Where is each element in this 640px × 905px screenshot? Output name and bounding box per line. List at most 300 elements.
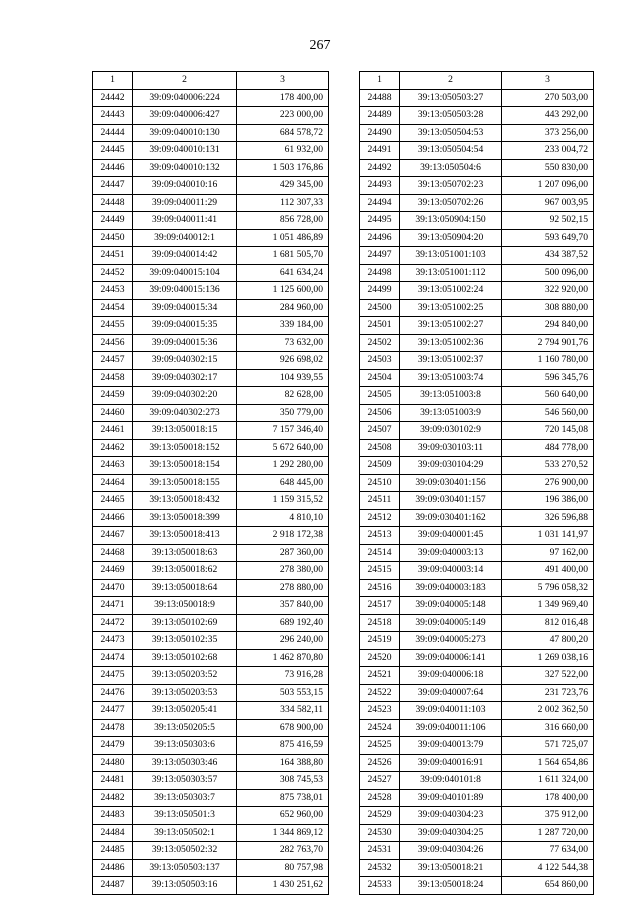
row-number: 24454 bbox=[93, 299, 133, 317]
cadastral-number: 39:13:050503:16 bbox=[133, 877, 237, 895]
value: 491 400,00 bbox=[502, 562, 594, 580]
table-row bbox=[93, 177, 329, 195]
table-row bbox=[93, 579, 329, 597]
cadastral-number: 39:09:040010:130 bbox=[133, 124, 237, 142]
cadastral-number: 39:09:040013:79 bbox=[400, 737, 502, 755]
value: 560 640,00 bbox=[502, 387, 594, 405]
cadastral-number: 39:09:040010:131 bbox=[133, 142, 237, 160]
table-row bbox=[360, 247, 594, 265]
table-row bbox=[360, 387, 594, 405]
value: 375 912,00 bbox=[502, 807, 594, 825]
table-row bbox=[360, 737, 594, 755]
value: 287 360,00 bbox=[237, 544, 329, 562]
row-number: 24494 bbox=[360, 194, 400, 212]
row-number: 24522 bbox=[360, 684, 400, 702]
row-number: 24523 bbox=[360, 702, 400, 720]
cadastral-number: 39:09:040304:26 bbox=[400, 842, 502, 860]
row-number: 24448 bbox=[93, 194, 133, 212]
value: 1 349 969,40 bbox=[502, 597, 594, 615]
value: 648 445,00 bbox=[237, 474, 329, 492]
table-row bbox=[93, 229, 329, 247]
row-number: 24446 bbox=[93, 159, 133, 177]
row-number: 24530 bbox=[360, 824, 400, 842]
cadastral-number: 39:09:040012:1 bbox=[133, 229, 237, 247]
table-row bbox=[360, 439, 594, 457]
cadastral-number: 39:09:040007:64 bbox=[400, 684, 502, 702]
value: 178 400,00 bbox=[237, 89, 329, 107]
cadastral-number: 39:13:051003:74 bbox=[400, 369, 502, 387]
table-row bbox=[360, 544, 594, 562]
value: 641 634,24 bbox=[237, 264, 329, 282]
table-row bbox=[93, 614, 329, 632]
cadastral-number: 39:13:050018:62 bbox=[133, 562, 237, 580]
cadastral-number: 39:13:050702:26 bbox=[400, 194, 502, 212]
column-header: 2 bbox=[133, 72, 237, 90]
row-number: 24457 bbox=[93, 352, 133, 370]
value: 322 920,00 bbox=[502, 282, 594, 300]
cadastral-number: 39:09:040010:16 bbox=[133, 177, 237, 195]
row-number: 24526 bbox=[360, 754, 400, 772]
table-row bbox=[93, 369, 329, 387]
cadastral-number: 39:09:040011:106 bbox=[400, 719, 502, 737]
value: 484 778,00 bbox=[502, 439, 594, 457]
row-number: 24460 bbox=[93, 404, 133, 422]
table-row bbox=[93, 282, 329, 300]
row-number: 24479 bbox=[93, 737, 133, 755]
table-row bbox=[360, 754, 594, 772]
table-row bbox=[360, 474, 594, 492]
table-row bbox=[93, 719, 329, 737]
column-header: 3 bbox=[237, 72, 329, 90]
cadastral-number: 39:13:050102:68 bbox=[133, 649, 237, 667]
value: 334 582,11 bbox=[237, 702, 329, 720]
table-row bbox=[360, 229, 594, 247]
row-number: 24465 bbox=[93, 492, 133, 510]
cadastral-number: 39:09:040304:25 bbox=[400, 824, 502, 842]
cadastral-number: 39:09:040302:17 bbox=[133, 369, 237, 387]
cadastral-number: 39:09:030102:9 bbox=[400, 422, 502, 440]
cadastral-number: 39:09:040302:273 bbox=[133, 404, 237, 422]
value: 2 918 172,38 bbox=[237, 527, 329, 545]
row-number: 24456 bbox=[93, 334, 133, 352]
row-number: 24507 bbox=[360, 422, 400, 440]
column-header: 2 bbox=[400, 72, 502, 90]
value: 80 757,98 bbox=[237, 859, 329, 877]
table-row bbox=[93, 562, 329, 580]
row-number: 24450 bbox=[93, 229, 133, 247]
table-row bbox=[93, 649, 329, 667]
table-row bbox=[93, 509, 329, 527]
value: 278 380,00 bbox=[237, 562, 329, 580]
value: 92 502,15 bbox=[502, 212, 594, 230]
value: 296 240,00 bbox=[237, 632, 329, 650]
cadastral-number: 39:13:050018:413 bbox=[133, 527, 237, 545]
table-row bbox=[360, 352, 594, 370]
row-number: 24466 bbox=[93, 509, 133, 527]
table-row bbox=[360, 877, 594, 895]
row-number: 24467 bbox=[93, 527, 133, 545]
row-number: 24459 bbox=[93, 387, 133, 405]
table-row bbox=[93, 597, 329, 615]
value: 875 738,01 bbox=[237, 789, 329, 807]
value: 104 939,55 bbox=[237, 369, 329, 387]
table-row bbox=[93, 107, 329, 125]
value: 652 960,00 bbox=[237, 807, 329, 825]
table-row bbox=[360, 212, 594, 230]
value: 112 307,33 bbox=[237, 194, 329, 212]
value: 503 553,15 bbox=[237, 684, 329, 702]
row-number: 24461 bbox=[93, 422, 133, 440]
row-number: 24452 bbox=[93, 264, 133, 282]
row-number: 24509 bbox=[360, 457, 400, 475]
table-row bbox=[360, 142, 594, 160]
value: 178 400,00 bbox=[502, 789, 594, 807]
table-row bbox=[360, 597, 594, 615]
value: 812 016,48 bbox=[502, 614, 594, 632]
value: 1 462 870,80 bbox=[237, 649, 329, 667]
table-row bbox=[93, 159, 329, 177]
cadastral-number: 39:13:050303:6 bbox=[133, 737, 237, 755]
cadastral-number: 39:09:040003:13 bbox=[400, 544, 502, 562]
cadastral-number: 39:13:050504:6 bbox=[400, 159, 502, 177]
cadastral-number: 39:09:040015:104 bbox=[133, 264, 237, 282]
value: 1 269 038,16 bbox=[502, 649, 594, 667]
value: 223 000,00 bbox=[237, 107, 329, 125]
row-number: 24480 bbox=[93, 754, 133, 772]
row-number: 24487 bbox=[93, 877, 133, 895]
row-number: 24531 bbox=[360, 842, 400, 860]
table-row bbox=[93, 492, 329, 510]
value: 1 503 176,86 bbox=[237, 159, 329, 177]
row-number: 24468 bbox=[93, 544, 133, 562]
value: 2 002 362,50 bbox=[502, 702, 594, 720]
value: 678 900,00 bbox=[237, 719, 329, 737]
table-row bbox=[93, 89, 329, 107]
table-row bbox=[360, 789, 594, 807]
value: 571 725,07 bbox=[502, 737, 594, 755]
table-row bbox=[360, 457, 594, 475]
cadastral-number: 39:13:051002:37 bbox=[400, 352, 502, 370]
page-number: 267 bbox=[309, 38, 331, 53]
table-row bbox=[93, 859, 329, 877]
row-number: 24442 bbox=[93, 89, 133, 107]
row-number: 24495 bbox=[360, 212, 400, 230]
value: 284 960,00 bbox=[237, 299, 329, 317]
cadastral-number: 39:13:051001:103 bbox=[400, 247, 502, 265]
value: 550 830,00 bbox=[502, 159, 594, 177]
row-number: 24513 bbox=[360, 527, 400, 545]
table-row bbox=[93, 439, 329, 457]
value: 164 388,80 bbox=[237, 754, 329, 772]
table-row bbox=[93, 194, 329, 212]
cadastral-number: 39:09:040011:29 bbox=[133, 194, 237, 212]
row-number: 24474 bbox=[93, 649, 133, 667]
table-row bbox=[360, 124, 594, 142]
row-number: 24475 bbox=[93, 667, 133, 685]
cadastral-number: 39:13:050018:9 bbox=[133, 597, 237, 615]
cadastral-number: 39:13:050203:52 bbox=[133, 667, 237, 685]
table-row bbox=[93, 789, 329, 807]
value: 73 632,00 bbox=[237, 334, 329, 352]
table-row bbox=[360, 702, 594, 720]
row-number: 24508 bbox=[360, 439, 400, 457]
value: 308 880,00 bbox=[502, 299, 594, 317]
row-number: 24519 bbox=[360, 632, 400, 650]
table-row bbox=[360, 404, 594, 422]
cadastral-number: 39:13:050018:63 bbox=[133, 544, 237, 562]
cadastral-number: 39:13:051003:8 bbox=[400, 387, 502, 405]
cadastral-number: 39:13:050018:432 bbox=[133, 492, 237, 510]
table-row bbox=[360, 317, 594, 335]
value: 1 051 486,89 bbox=[237, 229, 329, 247]
row-number: 24512 bbox=[360, 509, 400, 527]
cadastral-number: 39:09:040302:20 bbox=[133, 387, 237, 405]
row-number: 24491 bbox=[360, 142, 400, 160]
left-table bbox=[92, 71, 329, 895]
table-row bbox=[360, 859, 594, 877]
cadastral-number: 39:09:040003:14 bbox=[400, 562, 502, 580]
row-number: 24458 bbox=[93, 369, 133, 387]
row-number: 24464 bbox=[93, 474, 133, 492]
table-row bbox=[93, 684, 329, 702]
cadastral-number: 39:09:030401:162 bbox=[400, 509, 502, 527]
row-number: 24445 bbox=[93, 142, 133, 160]
row-number: 24514 bbox=[360, 544, 400, 562]
table-row bbox=[93, 737, 329, 755]
table-row bbox=[93, 212, 329, 230]
table-row bbox=[360, 684, 594, 702]
column-header: 1 bbox=[93, 72, 133, 90]
cadastral-number: 39:13:050018:21 bbox=[400, 859, 502, 877]
table-row bbox=[93, 422, 329, 440]
value: 443 292,00 bbox=[502, 107, 594, 125]
row-number: 24499 bbox=[360, 282, 400, 300]
cadastral-number: 39:09:040006:141 bbox=[400, 649, 502, 667]
table-row bbox=[93, 772, 329, 790]
table-row bbox=[360, 842, 594, 860]
cadastral-number: 39:13:050303:57 bbox=[133, 772, 237, 790]
value: 97 162,00 bbox=[502, 544, 594, 562]
row-number: 24504 bbox=[360, 369, 400, 387]
row-number: 24453 bbox=[93, 282, 133, 300]
value: 73 916,28 bbox=[237, 667, 329, 685]
cadastral-number: 39:09:040005:148 bbox=[400, 597, 502, 615]
table-row bbox=[93, 299, 329, 317]
cadastral-number: 39:13:050702:23 bbox=[400, 177, 502, 195]
table-row bbox=[93, 352, 329, 370]
table-row bbox=[360, 177, 594, 195]
value: 1 287 720,00 bbox=[502, 824, 594, 842]
cadastral-number: 39:13:050502:32 bbox=[133, 842, 237, 860]
cadastral-number: 39:09:040001:45 bbox=[400, 527, 502, 545]
table-row bbox=[93, 544, 329, 562]
row-number: 24515 bbox=[360, 562, 400, 580]
value: 82 628,00 bbox=[237, 387, 329, 405]
cadastral-number: 39:09:040015:35 bbox=[133, 317, 237, 335]
table-row bbox=[93, 317, 329, 335]
value: 282 763,70 bbox=[237, 842, 329, 860]
table-row bbox=[360, 334, 594, 352]
row-number: 24463 bbox=[93, 457, 133, 475]
value: 350 779,00 bbox=[237, 404, 329, 422]
row-number: 24496 bbox=[360, 229, 400, 247]
cadastral-number: 39:09:040003:183 bbox=[400, 579, 502, 597]
row-number: 24492 bbox=[360, 159, 400, 177]
row-number: 24498 bbox=[360, 264, 400, 282]
table-row bbox=[360, 772, 594, 790]
table-row bbox=[93, 702, 329, 720]
value: 373 256,00 bbox=[502, 124, 594, 142]
row-number: 24502 bbox=[360, 334, 400, 352]
value: 2 794 901,76 bbox=[502, 334, 594, 352]
value: 546 560,00 bbox=[502, 404, 594, 422]
row-number: 24527 bbox=[360, 772, 400, 790]
value: 7 157 346,40 bbox=[237, 422, 329, 440]
table-row bbox=[93, 824, 329, 842]
table-row bbox=[93, 754, 329, 772]
table-row bbox=[360, 579, 594, 597]
value: 196 386,00 bbox=[502, 492, 594, 510]
cadastral-number: 39:13:051003:9 bbox=[400, 404, 502, 422]
value: 4 122 544,38 bbox=[502, 859, 594, 877]
cadastral-number: 39:09:040006:224 bbox=[133, 89, 237, 107]
row-number: 24518 bbox=[360, 614, 400, 632]
cadastral-number: 39:09:040005:273 bbox=[400, 632, 502, 650]
value: 1 207 096,00 bbox=[502, 177, 594, 195]
cadastral-number: 39:13:050502:1 bbox=[133, 824, 237, 842]
cadastral-number: 39:13:051002:24 bbox=[400, 282, 502, 300]
cadastral-number: 39:09:040015:136 bbox=[133, 282, 237, 300]
value: 77 634,00 bbox=[502, 842, 594, 860]
row-number: 24511 bbox=[360, 492, 400, 510]
cadastral-number: 39:09:030103:11 bbox=[400, 439, 502, 457]
row-number: 24483 bbox=[93, 807, 133, 825]
cadastral-number: 39:13:050303:7 bbox=[133, 789, 237, 807]
value: 1 292 280,00 bbox=[237, 457, 329, 475]
value: 593 649,70 bbox=[502, 229, 594, 247]
column-header: 3 bbox=[502, 72, 594, 90]
row-number: 24505 bbox=[360, 387, 400, 405]
row-number: 24470 bbox=[93, 579, 133, 597]
cadastral-number: 39:13:050904:150 bbox=[400, 212, 502, 230]
value: 61 932,00 bbox=[237, 142, 329, 160]
row-number: 24444 bbox=[93, 124, 133, 142]
cadastral-number: 39:13:050503:28 bbox=[400, 107, 502, 125]
table-row bbox=[360, 107, 594, 125]
value: 500 096,00 bbox=[502, 264, 594, 282]
cadastral-number: 39:09:030104:29 bbox=[400, 457, 502, 475]
value: 856 728,00 bbox=[237, 212, 329, 230]
row-number: 24486 bbox=[93, 859, 133, 877]
row-number: 24489 bbox=[360, 107, 400, 125]
cadastral-number: 39:09:040010:132 bbox=[133, 159, 237, 177]
row-number: 24500 bbox=[360, 299, 400, 317]
table-row bbox=[360, 719, 594, 737]
row-number: 24477 bbox=[93, 702, 133, 720]
cadastral-number: 39:13:050503:137 bbox=[133, 859, 237, 877]
header-row bbox=[93, 72, 329, 90]
table-row bbox=[360, 282, 594, 300]
value: 654 860,00 bbox=[502, 877, 594, 895]
table-row bbox=[93, 474, 329, 492]
cadastral-number: 39:09:040101:89 bbox=[400, 789, 502, 807]
row-number: 24517 bbox=[360, 597, 400, 615]
cadastral-number: 39:13:050018:154 bbox=[133, 457, 237, 475]
table-row bbox=[93, 632, 329, 650]
cadastral-number: 39:09:040006:18 bbox=[400, 667, 502, 685]
value: 1 611 324,00 bbox=[502, 772, 594, 790]
cadastral-number: 39:13:050303:46 bbox=[133, 754, 237, 772]
row-number: 24490 bbox=[360, 124, 400, 142]
table-row bbox=[93, 404, 329, 422]
row-number: 24529 bbox=[360, 807, 400, 825]
table-row bbox=[360, 89, 594, 107]
row-number: 24510 bbox=[360, 474, 400, 492]
table-row bbox=[360, 527, 594, 545]
cadastral-number: 39:13:050504:54 bbox=[400, 142, 502, 160]
cadastral-number: 39:09:040016:91 bbox=[400, 754, 502, 772]
row-number: 24533 bbox=[360, 877, 400, 895]
value: 231 723,76 bbox=[502, 684, 594, 702]
row-number: 24469 bbox=[93, 562, 133, 580]
cadastral-number: 39:13:050501:3 bbox=[133, 807, 237, 825]
table-row bbox=[360, 667, 594, 685]
value: 1 430 251,62 bbox=[237, 877, 329, 895]
cadastral-number: 39:13:050205:5 bbox=[133, 719, 237, 737]
value: 1 159 315,52 bbox=[237, 492, 329, 510]
value: 233 004,72 bbox=[502, 142, 594, 160]
table-row bbox=[360, 614, 594, 632]
cadastral-number: 39:13:051001:112 bbox=[400, 264, 502, 282]
value: 327 522,00 bbox=[502, 667, 594, 685]
row-number: 24516 bbox=[360, 579, 400, 597]
cadastral-number: 39:13:050018:15 bbox=[133, 422, 237, 440]
value: 429 345,00 bbox=[237, 177, 329, 195]
table-row bbox=[93, 247, 329, 265]
cadastral-number: 39:13:050018:152 bbox=[133, 439, 237, 457]
cadastral-number: 39:09:040006:427 bbox=[133, 107, 237, 125]
cadastral-number: 39:09:040015:36 bbox=[133, 334, 237, 352]
cadastral-number: 39:09:040304:23 bbox=[400, 807, 502, 825]
table-row bbox=[360, 807, 594, 825]
value: 5 796 058,32 bbox=[502, 579, 594, 597]
value: 357 840,00 bbox=[237, 597, 329, 615]
row-number: 24497 bbox=[360, 247, 400, 265]
value: 1 564 654,86 bbox=[502, 754, 594, 772]
cadastral-number: 39:13:051002:36 bbox=[400, 334, 502, 352]
table-row bbox=[93, 334, 329, 352]
table-row bbox=[360, 824, 594, 842]
cadastral-number: 39:13:050018:399 bbox=[133, 509, 237, 527]
table-row bbox=[360, 264, 594, 282]
cadastral-number: 39:09:040101:8 bbox=[400, 772, 502, 790]
row-number: 24488 bbox=[360, 89, 400, 107]
row-number: 24506 bbox=[360, 404, 400, 422]
value: 1 681 505,70 bbox=[237, 247, 329, 265]
value: 533 270,52 bbox=[502, 457, 594, 475]
row-number: 24493 bbox=[360, 177, 400, 195]
row-number: 24501 bbox=[360, 317, 400, 335]
cadastral-number: 39:13:050018:24 bbox=[400, 877, 502, 895]
row-number: 24451 bbox=[93, 247, 133, 265]
value: 720 145,08 bbox=[502, 422, 594, 440]
row-number: 24520 bbox=[360, 649, 400, 667]
row-number: 24443 bbox=[93, 107, 133, 125]
value: 926 698,02 bbox=[237, 352, 329, 370]
row-number: 24521 bbox=[360, 667, 400, 685]
table-row bbox=[360, 632, 594, 650]
value: 326 596,88 bbox=[502, 509, 594, 527]
